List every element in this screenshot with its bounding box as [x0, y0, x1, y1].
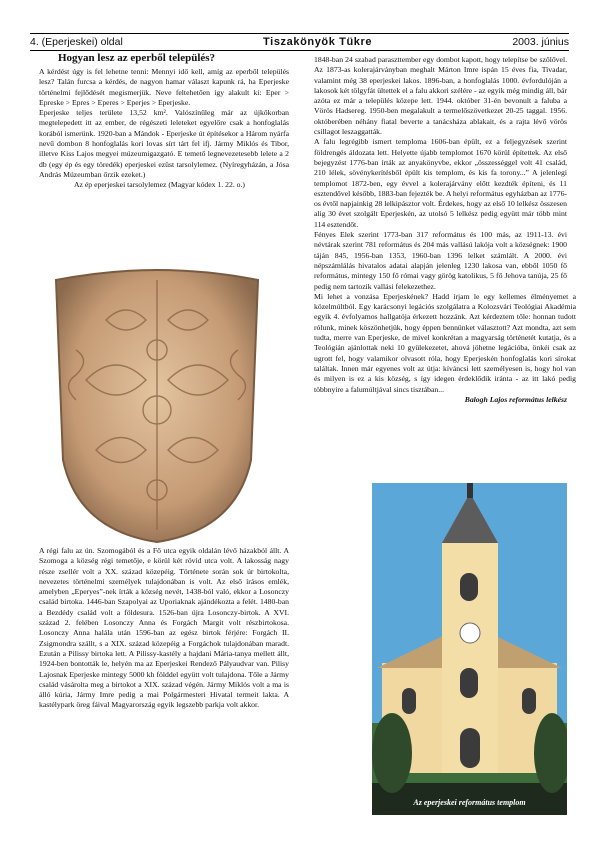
- right-column: [305, 55, 576, 405]
- paragraph: 1848-ban 24 szabad paraszttember egy dombot kapott, hogy telepítse be szőlővel. Az 1873-as kolerajárványban meghalt Márton Imre ispán 15 éves fia, Tivadar, valamint még 38 eperjeskei lakos. 1896-ban, a honfoglalás 1000. évfordulóján a lakosok két tölgyfát ültettek el a falu akkori szélére - az egyik még mindig áll, bár azóta ez már a település közepe lett. 1944. október 31-én bevonult a faluba a Vörös Hadsereg. 1950-ben megalakult a termelőszövetkezet 20-25 taggal. 1956. októberében néhány fiatal beverte a tanácsháza ablakait, és a rajta lévő vörös csillagot leszaggatták.: [314, 55, 567, 137]
- header-publication-title: Tiszakönyök Tükre: [263, 36, 373, 48]
- author-signature: Balogh Lajos református lelkész: [464, 394, 567, 404]
- paragraph: Fényes Elek szerint 1773-ban 317 református és 100 más, az 1911-13. évi névtárak szerint 781 református és 204 más vallású lakója volt a községnek: 1900 táján 845, 1956-ban 1353, 1960-ban 1396 lelket számlált. A 2000. évi népszámlálás hivatalos adatai alapján jelenleg 1230 lakosa van, ebből 1050 fő református, mintegy 150 fő római vagy görög katolikus, 5 fő Jehova tanúja, 25 fő pedig nem tartozik vallási felekezethez.: [314, 230, 567, 291]
- header-page-label: 4. (Eperjeskei) oldal: [30, 36, 123, 48]
- artifact-caption: Az ép eperjeskei tarsolylemez (Magyar kódex 1. 22. o.): [74, 180, 245, 190]
- church-image: [372, 483, 567, 815]
- header-date: 2003. június: [512, 36, 569, 48]
- left-column-bottom: [30, 546, 289, 711]
- article-title: Hogyan lesz az eperből település?: [58, 52, 216, 64]
- paragraph: Mi lehet a vonzása Eperjeskének? Hadd írjam le egy kellemes élményemet a közelmúltból. Egy karácsonyi legációs szolgálatra a Kolozsvári Teológiai Akadémia egyik 4. évfolyamos hallgatója érkezett hozzánk. Azt kérdeztem tőle: honnan tudott rólunk, minek köszönhetjük, hogy éppen bennünket választott? Azt mondta, azt sem tudta, merre van Eperjeske, de mivel konkrétan a magyarság történetét kutatja, és a Teológián ajánlottak neki 10 gyülekezetet, ahová jöhetne legációba, önkéi csak az ugrott fel, hogy valamikor olvasott róla, hogy Eperjeskén honfoglalás kori sírokat találtak. Innen már egyenes volt az útja: kíváncsi lett személyesen is, hogy hol van és milyen is ez a kis község, s így idegen érdeklődik iránta - az itt lakó pedig többnyire a falumúltjával sincs tisztában...: [314, 291, 576, 394]
- church-caption: Az eperjeskei református templom: [413, 798, 526, 807]
- page-header: [30, 33, 569, 51]
- paragraph: Eperjeske teljes területe 13,52 km². Valószínűleg már az újkőkorban megtelepedett itt az ember, de régészeti leleteket egyelőre csak a honfoglalás korából ismerünk. 1920-ban a Mándok - Eperjeske út építésekor a Három nyárfa nevű dombon 8 honfoglalás kori lovas sírt tárt fel ifj. Jármy Miklós és Tibor, illetve Kiss Lajos megyei múzeumigazgató. E temető legnevezetesebb lelete a 2 db (egy ép és egy töredék) eperjeskei ezüst tarsolylemez. (Nyíregyházán, a Jósa András Múzeumban őrzik ezeket.): [39, 108, 289, 179]
- paragraph: A kérdést úgy is fel lehetne tenni: Mennyi idő kell, amíg az eperből település lesz? Talán furcsa a kérdés, de nagyon hamar választ kapunk rá, ha Eperjeske történelmi fejlődését megismerjük. Neve feltehetően így alakult ki: Eper > Epreske > Epres > Eperes > Eperjes > Eperjeske.: [39, 67, 289, 107]
- paragraph: A régi falu az ún. Szomogából és a Fő utca egyik oldalán lévő házakból állt. A Szomoga a község régi temetője, e körül két rövid utca volt. A lakosság nagy része zsellér volt a XX. század közepéig. Története során sok úr birtokolta, nevezetes történelmi személyek tulajdonában is volt. Az első írásos emlék, amelyben „Eperyes”-nek írták a község nevét, 1438-ból való, ekkor a Losonczy család birtoka. 1446-ban Szapolyai az Uporiaknak ajándékozta a felét. 1480-ban a Bezdédy család volt a földesura. 1526-ban újra Losonczy-birtok. A XVI. század 2. felében Losonczy Anna és Forgách Margit volt részbirtokosa. Losonczy Anna halála után 1596-ban az egész birtok férjére: Forgách II. Zsigmondra szállt, s a XIX. század közepéig a Forgáchok tulajdonában maradt. Ezután a Pilissy birtoka lett. A Pilissy-kastély a hajdani Mária-tanya mellett állt, 1924-ben bontották le, helyén ma az Eperjeskei Rendező Pályaudvar van. Pilisy Lajosnak Eperjeske mintegy 5000 kh földdel együtt volt tulajdona. Tőle a Jármy család vásárolta meg a birtokot a XIX. század végén. Jármy Miklós volt a ma is álló kúria, Jármy Imre pedig a mai Polgármesteri Hivatal termeit lakta. A kastélypark öreg fáival Magyarország egyik legszebb parkja volt akkor.: [39, 546, 289, 710]
- tarsolylemez-image: [46, 260, 268, 545]
- paragraph: A falu legrégibb ismert temploma 1606-ban épült, ez a feljegyzések szerint földrengés áldozata lett. Helyette újabb templomot 1670 körül építettek. Az első bejegyzést 1776-ban írták az anyakönyvbe, ekkor „összességgel volt 41 család, 210 lélek, sövénykerítésből épült kis templom, és kis fa torony...” A jelenlegi templomot 1872-ben, egy évvel a kolerajárvány előtt kezdték építeni, és 11 esztendővel később, 1883-ban fejezték be. A helyi református egyházban az 1776-os évtől napjainkig 28 lelkipásztor volt. Érdekes, hogy az első 10 lelkész összesen alig 30 évet szolgált Eperjeskén, az utolsó 5 lelkész pedig együtt már több mint 114 esztendőt.: [314, 137, 567, 229]
- left-column-top: [30, 67, 289, 191]
